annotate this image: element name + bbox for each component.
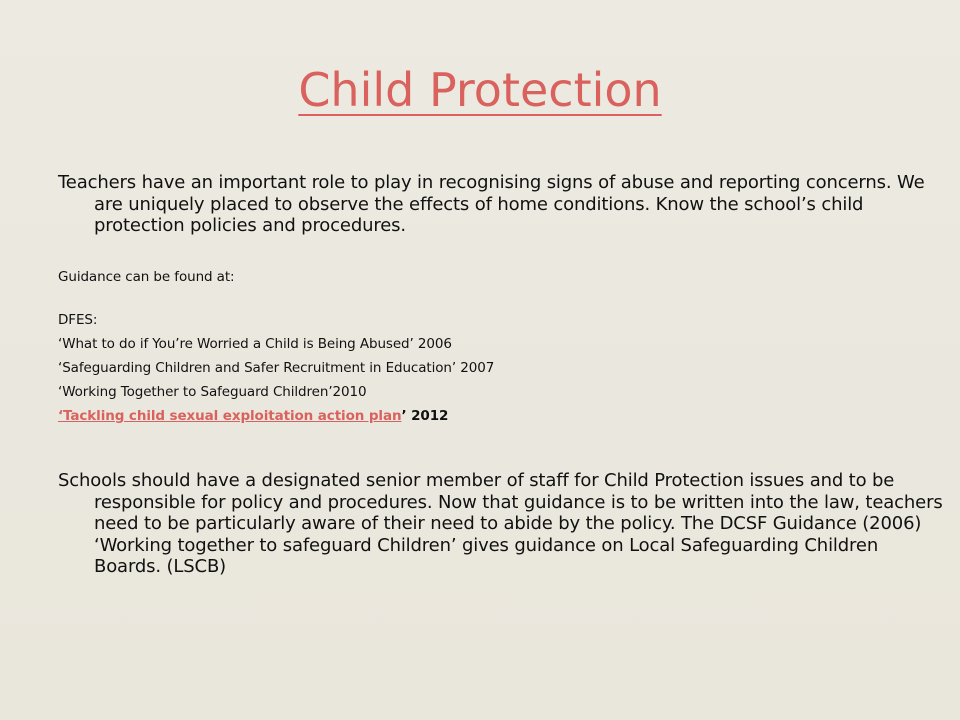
- reference-item: ‘What to do if You’re Worried a Child is Being Abused’ 2006: [58, 336, 452, 352]
- closing-paragraph: Schools should have a designated senior member of staff for Child Protection issues and to be responsible for policy and procedures. Now that guidance is to be written into the law, teachers need to be particularly aware of their need to abide by the policy. The DCSF Guidance (2006) ‘Working together to safeguard Children’ gives guidance on Local Safeguarding Children Boards. (LSCB): [58, 470, 943, 577]
- action-plan-link[interactable]: ‘Tackling child sexual exploitation action plan: [58, 408, 402, 424]
- dfes-label: DFES:: [58, 312, 98, 328]
- reference-item: ‘Working Together to Safeguard Children’2010: [58, 384, 367, 400]
- action-plan-year: ’ 2012: [401, 408, 449, 424]
- reference-list: [58, 332, 918, 428]
- guidance-label: Guidance can be found at:: [58, 269, 235, 285]
- slide-title-text: Child Protection: [298, 63, 662, 117]
- reference-item-link-row: [58, 404, 918, 428]
- intro-paragraph: Teachers have an important role to play in recognising signs of abuse and reporting concerns. We are uniquely placed to observe the effects of home conditions. Know the school’s child protection policies and procedures.: [58, 172, 925, 236]
- slide-title: [0, 60, 960, 120]
- reference-item: ‘Safeguarding Children and Safer Recruitment in Education’ 2007: [58, 360, 495, 376]
